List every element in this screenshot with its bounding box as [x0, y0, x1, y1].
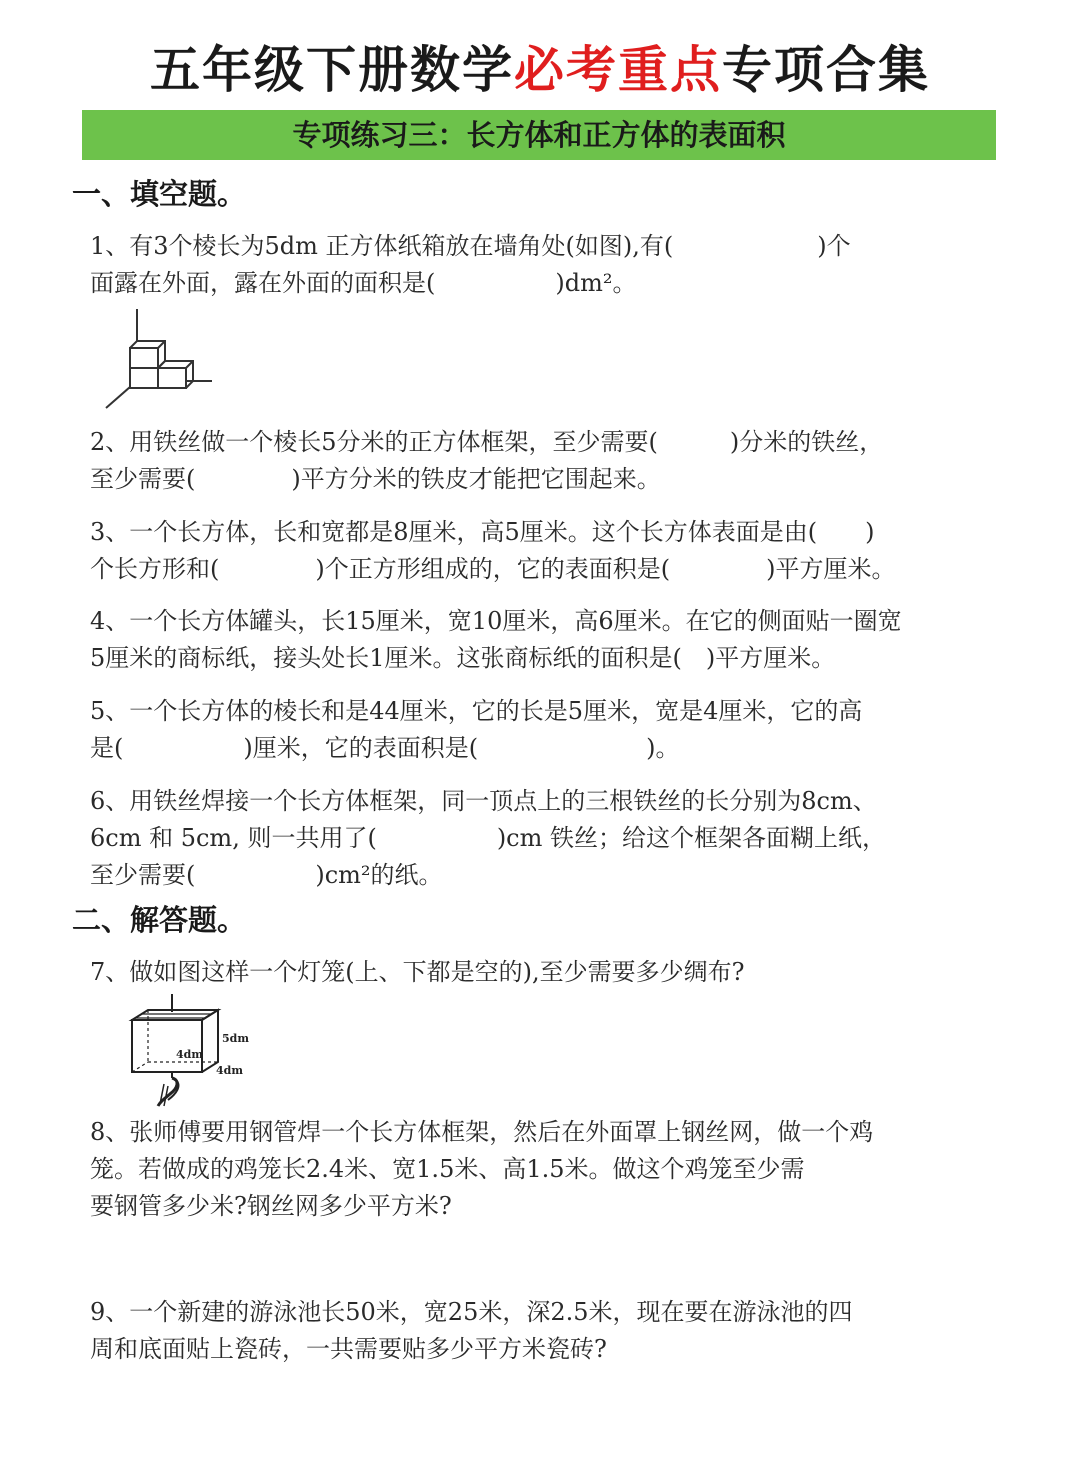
page-title — [0, 30, 1080, 110]
question-3-line-1: 3、一个长方体，长和宽都是8厘米，高5厘米。这个长方体表面是由( ) — [90, 518, 875, 546]
lantern-width-label: 4dm — [216, 1064, 243, 1077]
question-7 — [90, 954, 990, 991]
question-6-line-2: 6cm 和 5cm, 则一共用了( )cm 铁丝；给这个框架各面糊上纸， — [90, 824, 887, 852]
question-9 — [90, 1294, 990, 1368]
question-5-line-2: 是( )厘米，它的表面积是( )。 — [90, 734, 680, 762]
question-4 — [90, 603, 990, 677]
question-2 — [90, 424, 990, 498]
question-8-line-1: 8、张师傅要用钢管焊一个长方体框架，然后在外面罩上钢丝网，做一个鸡 — [90, 1118, 874, 1146]
question-5-line-1: 5、一个长方体的棱长和是44厘米，它的长是5厘米，宽是4厘米，它的高 — [90, 697, 863, 725]
title-part-1: 五年级下册数学 — [150, 41, 514, 99]
corner-cubes-figure — [100, 305, 220, 415]
question-7-line-1: 7、做如图这样一个灯笼(上、下都是空的),至少需要多少绸布? — [90, 958, 745, 986]
question-8 — [90, 1114, 990, 1225]
question-6-line-1: 6、用铁丝焊接一个长方体框架，同一顶点上的三根铁丝的长分别为8cm、 — [90, 787, 877, 815]
question-3 — [90, 514, 990, 588]
question-8-line-2: 笼。若做成的鸡笼长2.4米、宽1.5米、高1.5米。做这个鸡笼至少需 — [90, 1155, 805, 1183]
question-1-line-2: 面露在外面，露在外面的面积是( )dm²。 — [90, 269, 637, 297]
question-2-line-1: 2、用铁丝做一个棱长5分米的正方体框架，至少需要( )分米的铁丝， — [90, 428, 884, 456]
question-2-line-2: 至少需要( )平方分米的铁皮才能把它围起来。 — [90, 465, 661, 493]
question-4-line-1: 4、一个长方体罐头，长15厘米，宽10厘米，高6厘米。在它的侧面贴一圈宽 — [90, 607, 902, 635]
question-6-line-3: 至少需要( )cm²的纸。 — [90, 861, 443, 889]
question-3-line-2: 个长方形和( )个正方形组成的，它的表面积是( )平方厘米。 — [90, 555, 896, 583]
question-1-line-1: 1、有3个棱长为5dm 正方体纸箱放在墙角处(如图),有( )个 — [90, 232, 851, 260]
section-fill-blank-heading: 一、填空题。 — [72, 177, 247, 211]
question-9-line-2: 周和底面贴上瓷砖，一共需要贴多少平方米瓷砖? — [90, 1335, 607, 1363]
question-8-line-3: 要钢管多少米?钢丝网多少平方米? — [90, 1192, 452, 1220]
question-5 — [90, 693, 990, 767]
section-answer-heading: 二、解答题。 — [72, 903, 247, 937]
title-accent: 必考重点 — [514, 41, 722, 99]
lantern-figure — [120, 992, 270, 1110]
lantern-length-label: 4dm — [176, 1048, 203, 1061]
question-6 — [90, 783, 990, 894]
topic-banner: 专项练习三：长方体和正方体的表面积 — [82, 110, 996, 160]
title-part-2: 专项合集 — [722, 41, 930, 99]
question-4-line-2: 5厘米的商标纸，接头处长1厘米。这张商标纸的面积是( )平方厘米。 — [90, 644, 836, 672]
question-9-line-1: 9、一个新建的游泳池长50米，宽25米，深2.5米，现在要在游泳池的四 — [90, 1298, 853, 1326]
lantern-height-label: 5dm — [222, 1032, 249, 1045]
question-1 — [90, 228, 990, 302]
